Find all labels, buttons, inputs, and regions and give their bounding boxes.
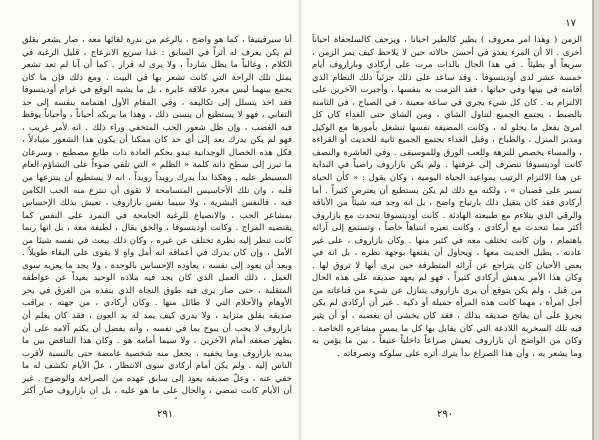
right-page-bottom-number: ٢٩٠: [437, 409, 454, 420]
page-edge: [594, 0, 600, 440]
left-page-paragraph: أنا سيرفيتيفا ، كما هو واضح ، بالرغم من ندرة لقائها معه ، صار يشعر بقلق لم يكن يعرف له أثراً في السابق : غدا سريع الانزعاج ، قليل الرغبة في الكلام ، وغالباً ما يظل شارداً ، ولا يرى له قرار . كما أن آنا لم تعد تشعر بمثل تلك الراحة التي كانت تشعر بها في البيت . ومع ذلك فإن ما كان يجمع بينهما ليس مجرد علاقة عابرة ، بل ما يشبه الوقع في غرام أوديتسوفا فقد اخذ يتسلل إلى تكاليفه ، وفي المقام الأول اهتمامه بنفسه إلى حد التفاني ، فهو لا يستطيع أن ينسى ذلك ، وهذا ما يربكه أحياناً ، وأحياناً يوقظ فيه الغضب ، وإن ظل شعور الحب المتخفي وراء ذلك . انه لأمر غريب ، فهو لم يكن يدرك بعد إلى أي حد كان ممكنا أن يكون هذا الشعور متبادلاً ، فكل هذه الخصال الوجدانية تبدو بحكم العادة ذات طابع مصطنع ، وسرعان ما تبرز إلى سطح ذاته كلمة « الظلم » التي تلقي ضوءاً على التشاؤم العام المسيطر عليه . وهكذا بدأ يدرك رويداً رويداً ، انه لا يستطيع أن ينتزعها من قلبه ، وان تلك الأحاسيس المتسامحة لا تقوى أن تنتزع منه الحب الكامن فيه ، فالنفس البشرية ، ولا سيما نفس بازاروف ، تعيش بذلك الإحساس بمشاعر الحب ، والانصياع للرغبة الجامحة في التمرد على النفس كما يقتضيه المزاج . وكانت أوديتسوفا ، والحق يقال ، لطيفة معه ، بل انها ربما كانت تنظر إليه نظرة تختلف عن غيره ، وكان ذلك يبعث في نفسه شيئا من الأمل ، وإن كان يدرك في أعماقه انه أمل واهٍ لا يقوى على البقاء طويلاً . وبعد أن يعود إلى نفسه ، يعاوده الإحساس بالوحدة ، ولا يجد ما يعزيه سوى العمل ، ذلك العمل الذي كان يجد فيه ملاذه الوحيد بعيداً عن عواطفه المتقلبة ، حتى صار يرى فيه طوق النجاة الذي ينقذه من الغرق في بحر الأوهام والأحلام التي لا طائل منها . وكان أركادي ، من جهته ، يراقب صديقه بقلق متزايد ، ولا يدري كيف يمد له يد العون ، فقد كان يعلم أن بازاروف لا يحب أن يبوح بما في نفسه ، وأنه يفضل أن يكتم آلامه على أن يظهر ضعفه أمام الآخرين ، ولا سيما أمامه هو . وكان هذا التناقض بين ما يبديه بازاروف وما يخفيه ، يجعل منه شخصية غامضة حتى بالنسبة لأقرب الناس إليه . ولم يكن أمام أركادي سوى الانتظار ، علّ الأيام تكشف له ما خفي عنه ، وعلّ صديقه يعود إلى سابق عهده من الصراحة والوضوح . غير أن الأيام كانت تمضي ، والحال على ما هو عليه ، بل ان بازاروف صار أكثر: [22, 35, 292, 397]
right-page: [312, 18, 582, 418]
left-page-bottom-number: ٢٩١: [157, 409, 174, 420]
right-page-body: [312, 34, 582, 399]
right-page-top-number: ١٧: [565, 18, 576, 29]
right-page-paragraph: الزمن ( وهذا امر معروف ) يطير كالطير احيانا ، ويزحف كالسلحفاة احياناً أخرى . الا أن المرء يغدو في أحسن حالاته حين لا يلاحظ كيف يمر الزمن ، سريعاً أو بطيئاً . في هذا الحال بالذات مرت على أركادي وبازاروف أيام خمسة عشر لدى أوديتسوفا . وقد ساعد على ذلك جزئياً ذلك النظام الذي أقامته في بيتها وفي حياتها ، فقد التزمت به بنفسها ، وأجبرت الآخرين على الالتزام به . كان كل شيء يجري في ساعة معينة ، في الصباح ، في الثامنة بالضبط ، يجتمع الجميع لتناول الشاي ، ومن الشاي حتى الغداء كان كل امرئ يفعل ما يحلو له ، وكانت المضيفة نفسها تنشغل بأمورها مع الوكيل ومدبر المنزل ، والطباخ ، وقبل الغداء يجتمع الجميع ثانية للحديث أو القراءة ، والمساء يخصص للنزهة وللعب الورق وللموسيقى . وفي العاشرة والنصف كانت أوديتسوفا تنصرف إلى غرفتها . ولم يكن بازاروف راضياً في البداية عن هذا الالتزام الرتيب بمواعيد الحياة اليومية ، وكان يقول : « كأن الحياة تسير على قضبان » ، ولكنه مع ذلك لم يكن يستطيع أن يعترض كثيراً . أما أركادي فقد كان يتقبل ذلك بارتياح واضح ، بل انه وجد فيه شيئاً من الأناقة والرقي الذي يتلاءم مع طبيعته الهادئة . كانت أوديتسوفا تتحدث مع بازاروف أكثر مما تتحدث مع أركادي ، وكانت تعيره انتباهاً خاصاً ، وتستمع إلى آرائه باهتمام ، وإن كانت تختلف معه في كثير منها . وكان بازاروف ، على غير عادته ، يطيل الحديث معها ، ويحاول أن يقنعها بوجهة نظره ، بل انه في بعض الأحيان كان يتراجع عن آرائه المتطرفة حين يرى أنها لا تروق لها . وكان هذا الأمر يدهش أركادي كثيراً ، فهو لم يعهد صديقه على هذه الحال من قبل ، ولم يكن يتوقع أن يرى بازاروف يتنازل عن شيء من قناعاته من أجل امرأة ، مهما كانت هذه المرأة جميلة أو ذكية . غير أن أركادي لم يكن يجرؤ على أن يفاتح صديقه بذلك ، فقد كان يخشى أن يغضبه ، أو أن يثير فيه تلك السخرية اللاذعة التي كان يقابل بها كل ما يمس مشاعره الخاصة . وكان من الواضح أن بازاروف يعيش صراعاً داخلياً عنيفاً ، بين ما يؤمن به وما يشعر به ، وأن هذا الصراع بدأ يترك أثره على سلوكه وتصرفاته .: [312, 35, 582, 359]
book-gutter: [298, 0, 302, 440]
left-page: [22, 18, 292, 418]
left-page-body: [22, 34, 292, 399]
